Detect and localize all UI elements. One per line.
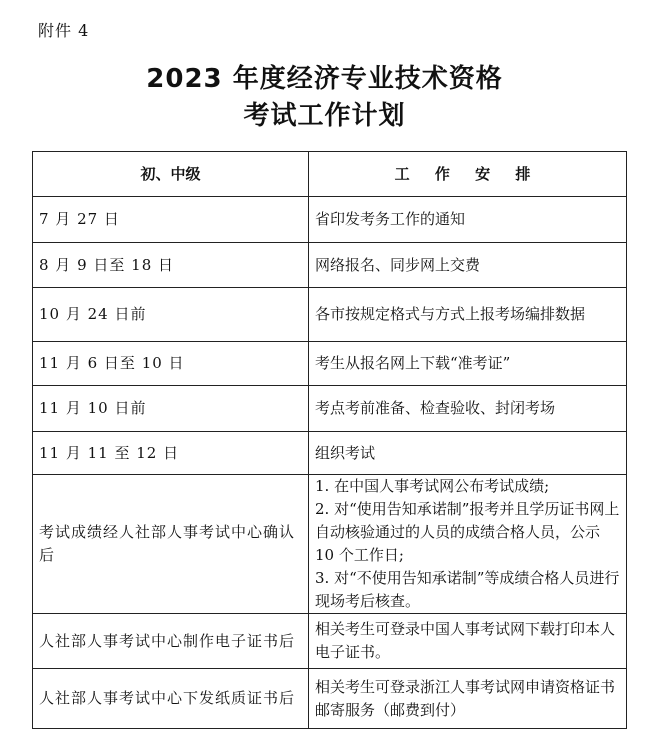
row-date: 人社部人事考试中心制作电子证书后 <box>33 614 309 669</box>
table-header-row <box>33 152 627 197</box>
row-task <box>309 475 627 614</box>
table-row <box>33 243 627 288</box>
row-task: 组织考试 <box>309 432 627 475</box>
row-task: 相关考生可登录浙江人事考试网申请资格证书邮寄服务（邮费到付） <box>309 669 627 729</box>
table-row <box>33 614 627 669</box>
row-task: 考生从报名网上下载“准考证” <box>309 342 627 386</box>
row-date: 8 月 9 日至 18 日 <box>33 243 309 288</box>
table-row <box>33 669 627 729</box>
result-steps-list <box>315 475 620 613</box>
header-schedule: 工 作 安 排 <box>309 152 627 197</box>
table-row <box>33 197 627 243</box>
list-item: 3. 对“不使用告知承诺制”等成绩合格人员进行现场考后核查。 <box>315 569 620 610</box>
attachment-label: 附件 4 <box>38 21 90 40</box>
row-date: 10 月 24 日前 <box>33 288 309 342</box>
table-row <box>33 432 627 475</box>
row-date: 考试成绩经人社部人事考试中心确认后 <box>33 475 309 614</box>
table-row <box>33 342 627 386</box>
row-date: 11 月 6 日至 10 日 <box>33 342 309 386</box>
schedule-table <box>32 151 627 729</box>
row-date: 人社部人事考试中心下发纸质证书后 <box>33 669 309 729</box>
table-row <box>33 386 627 432</box>
row-date: 11 月 10 日前 <box>33 386 309 432</box>
page-title: 2023 年度经济专业技术资格 <box>146 64 503 94</box>
row-task: 网络报名、同步网上交费 <box>309 243 627 288</box>
list-item: 2. 对“使用告知承诺制”报考并且学历证书网上自动核验通过的人员的成绩合格人员，公示 10 个工作日; <box>315 500 620 564</box>
table-row <box>33 288 627 342</box>
row-date: 7 月 27 日 <box>33 197 309 243</box>
row-date: 11 月 11 至 12 日 <box>33 432 309 475</box>
row-task: 相关考生可登录中国人事考试网下载打印本人电子证书。 <box>309 614 627 669</box>
header-level: 初、中级 <box>33 152 309 197</box>
page-subtitle: 考试工作计划 <box>243 101 406 131</box>
row-task: 考点考前准备、检查验收、封闭考场 <box>309 386 627 432</box>
table-row <box>33 475 627 614</box>
row-task: 各市按规定格式与方式上报考场编排数据 <box>309 288 627 342</box>
list-item: 1. 在中国人事考试网公布考试成绩; <box>315 477 550 495</box>
row-task: 省印发考务工作的通知 <box>309 197 627 243</box>
